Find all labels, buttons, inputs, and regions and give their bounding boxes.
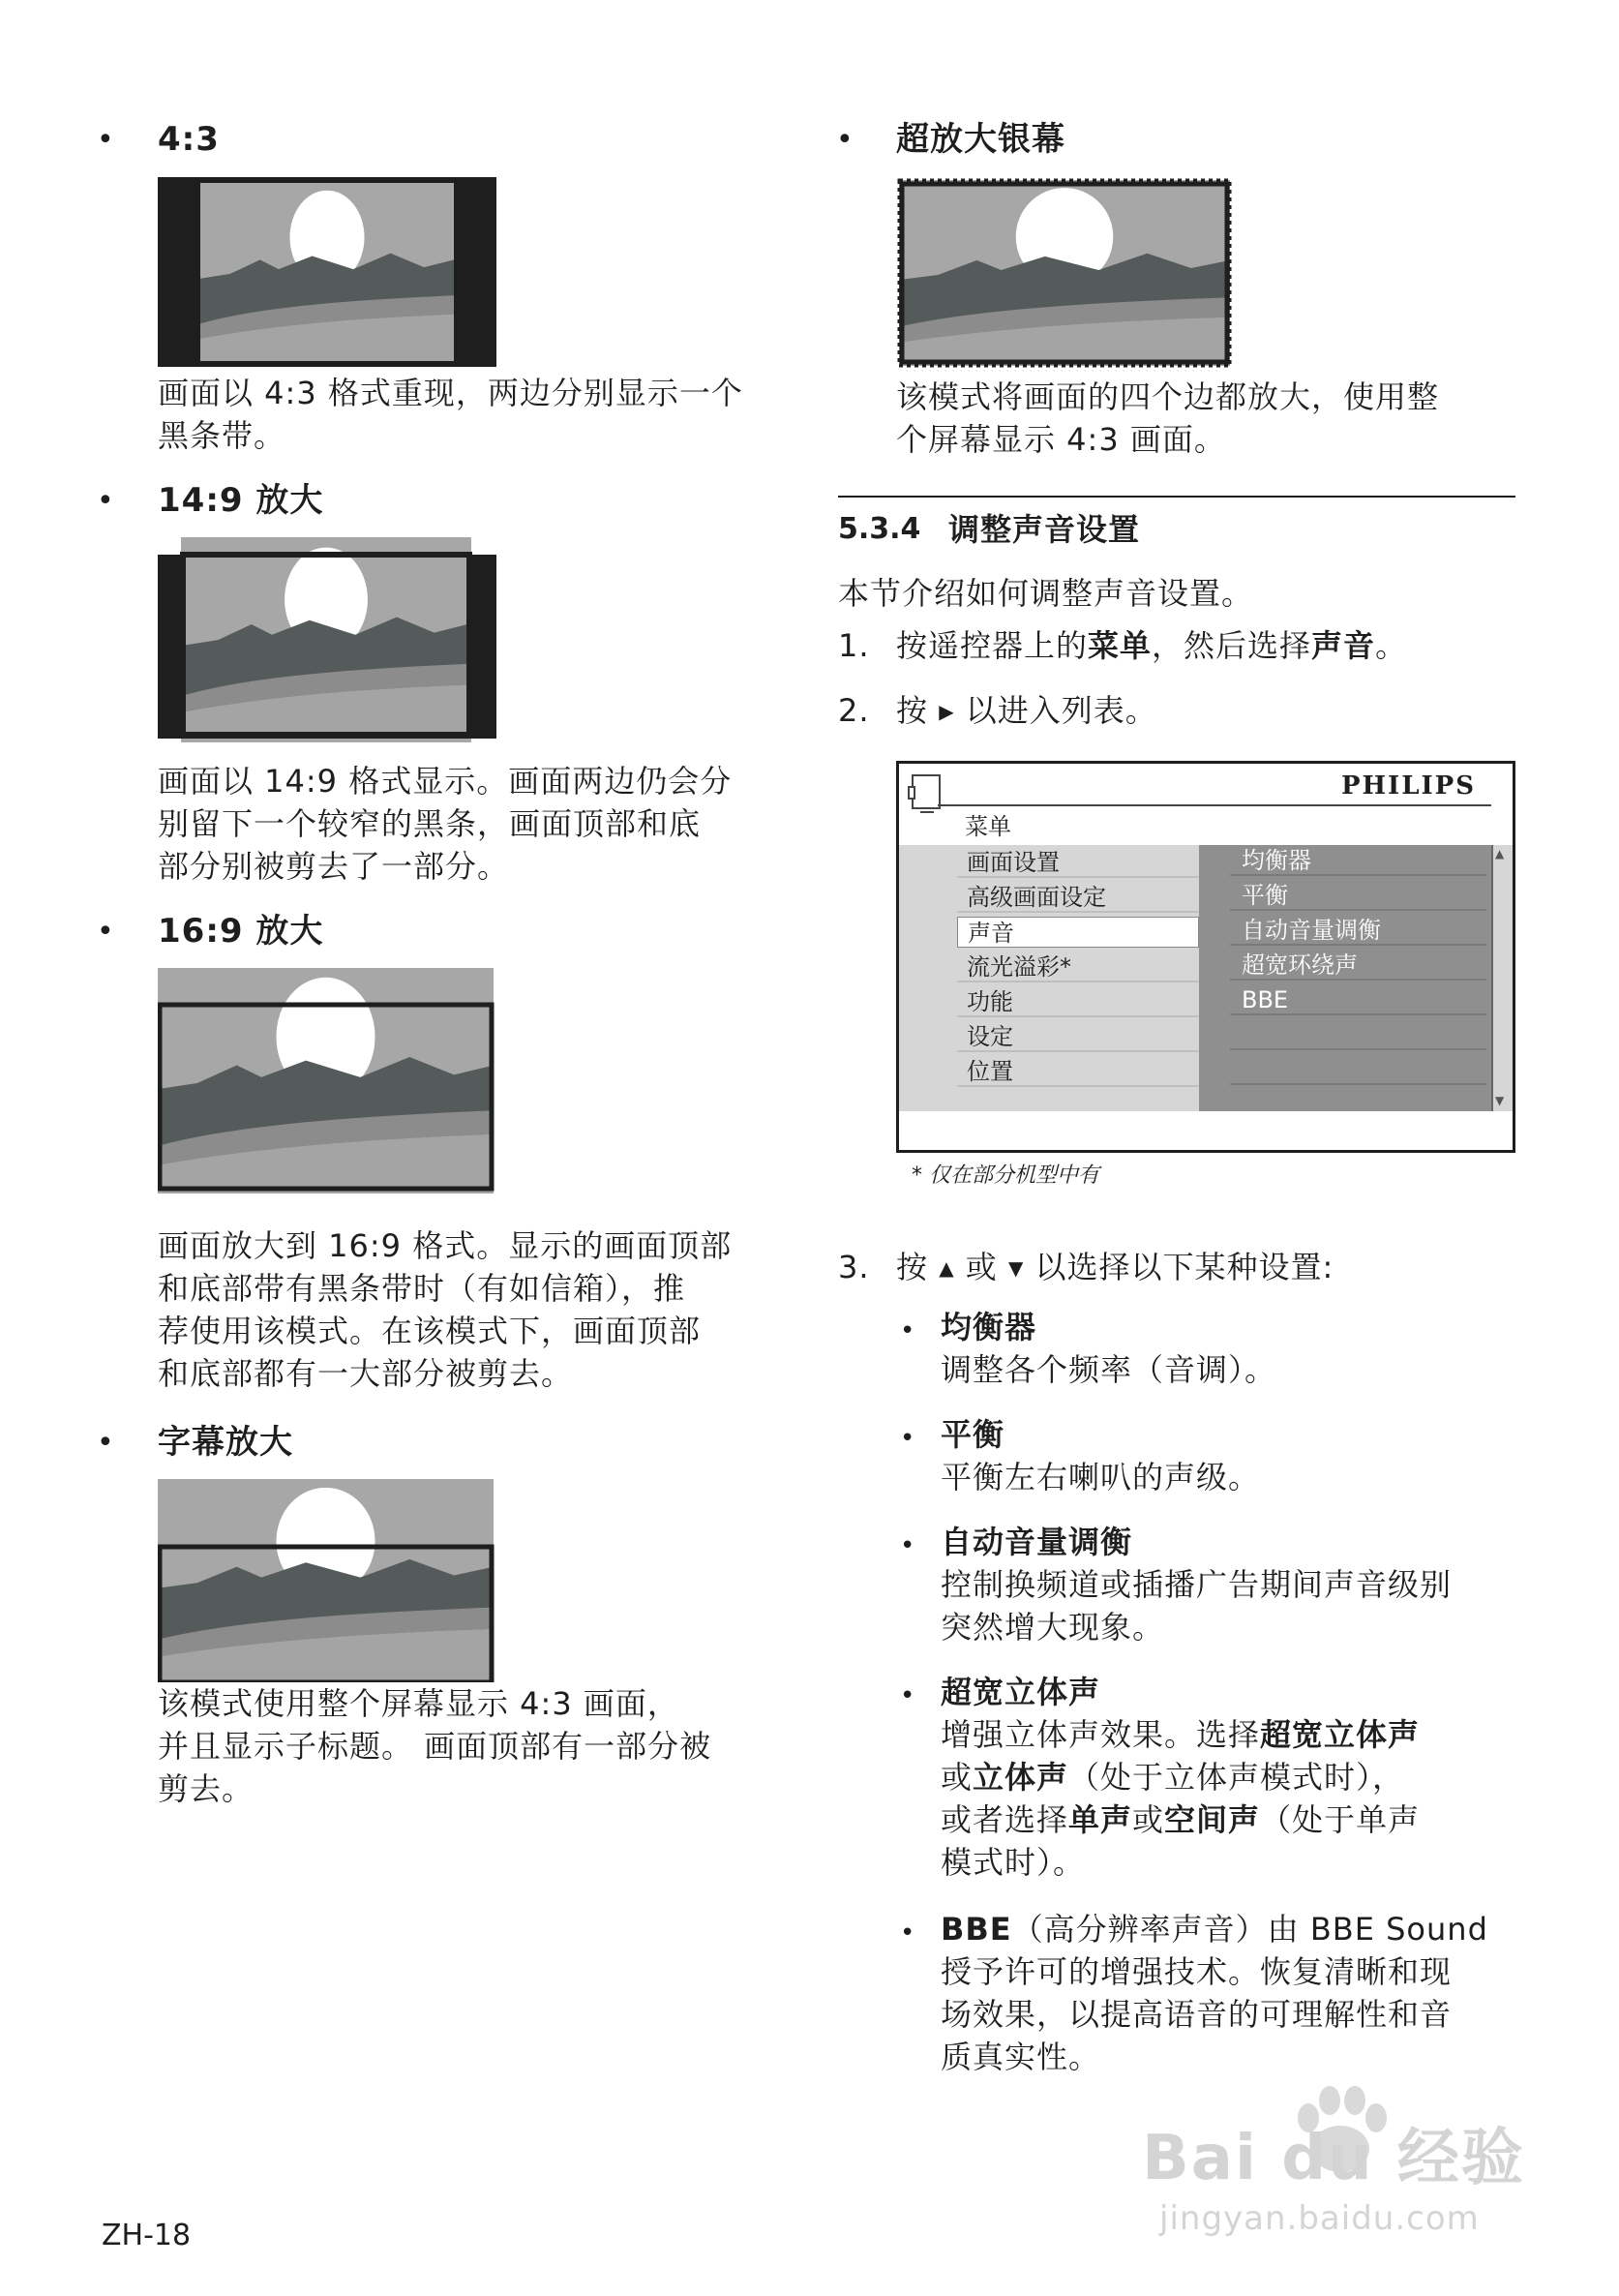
subtitle-zoom-illustration xyxy=(158,1479,496,1682)
option-avl: 自动音量调衡 控制换频道或插播广告期间声音级别 突然增大现象。 xyxy=(941,1524,1453,1646)
menu-header-line xyxy=(938,804,1491,806)
bullet: • xyxy=(97,915,114,949)
bullet: • xyxy=(900,1316,915,1345)
step-1-number: 1. xyxy=(838,627,870,664)
aspect-16-9-illustration xyxy=(158,968,496,1193)
intro-text: 本节介绍如何调整声音设置。 xyxy=(838,575,1254,612)
section-divider xyxy=(838,496,1515,498)
submenu-item-balance[interactable]: 平衡 xyxy=(1230,880,1486,911)
watermark-url: jingyan.baidu.com xyxy=(1159,2199,1480,2238)
step-3-text: 按 ▲ 或 ▼ 以选择以下某种设置: xyxy=(896,1249,1334,1285)
bullet: • xyxy=(97,484,114,518)
aspect-4-3-illustration xyxy=(158,177,496,367)
heading-16-9: 16:9 放大 xyxy=(158,912,324,951)
submenu-item-empty xyxy=(1230,1019,1486,1050)
super-zoom-illustration xyxy=(896,176,1233,370)
submenu-item-empty xyxy=(1230,1054,1486,1085)
menu-item-sound[interactable]: 声音 xyxy=(957,917,1199,948)
bullet: • xyxy=(97,123,114,157)
menu-scrollbar[interactable] xyxy=(1491,845,1513,1111)
bullet: • xyxy=(836,123,854,157)
philips-logo: PHILIPS xyxy=(1340,771,1476,801)
bullet: • xyxy=(900,1918,915,1948)
menu-item-ambilight[interactable]: 流光溢彩* xyxy=(957,952,1199,982)
step-3-number: 3. xyxy=(838,1249,870,1285)
submenu-item-equalizer[interactable]: 均衡器 xyxy=(1230,845,1486,876)
tv-menu-screenshot xyxy=(896,761,1515,1153)
menu-item-location[interactable]: 位置 xyxy=(957,1056,1199,1087)
section-title: 调整声音设置 xyxy=(948,511,1141,548)
step-2-number: 2. xyxy=(838,692,870,729)
desc-super-zoom: 该模式将画面的四个边都放大，使用整 个屏幕显示 4:3 画面。 xyxy=(896,378,1440,458)
submenu-item-avl[interactable]: 自动音量调衡 xyxy=(1230,915,1486,946)
bullet: • xyxy=(900,1681,915,1710)
watermark-logo: Bai du 经验 xyxy=(1142,2123,1525,2194)
desc-subtitle-zoom: 该模式使用整个屏幕显示 4:3 画面， 并且显示子标题。 画面顶部有一部分被 剪去。 xyxy=(158,1685,712,1807)
down-arrow-icon: ▼ xyxy=(1007,1256,1025,1280)
heading-4-3: 4:3 xyxy=(158,120,220,159)
heading-super-zoom: 超放大银幕 xyxy=(896,120,1065,159)
desc-16-9: 画面放大到 16:9 格式。显示的画面顶部 和底部带有黑条带时（有如信箱），推 荐使用该模式。在该模式下，画面顶部 和底部都有一大部分被剪去。 xyxy=(158,1227,733,1392)
page-number: ZH-18 xyxy=(102,2219,192,2252)
menu-item-picture[interactable]: 画面设置 xyxy=(957,847,1199,878)
option-surround: 超宽立体声 增强立体声效果。选择超宽立体声 或立体声（处于立体声模式时）， 或者选择单声或空间声（处于单声 模式时）。 xyxy=(941,1674,1421,1881)
step-2-text: 按 ▶ 以进入列表。 xyxy=(896,692,1157,729)
option-bbe: BBE（高分辨率声音）由 BBE Sound 授予许可的增强技术。恢复清晰和现 场效果，以提高语音的可理解性和音 质真实性。 xyxy=(941,1911,1488,2075)
submenu-item-surround[interactable]: 超宽环绕声 xyxy=(1230,950,1486,981)
tv-icon xyxy=(907,771,945,816)
step-1-text: 按遥控器上的菜单，然后选择声音。 xyxy=(896,627,1408,664)
aspect-14-9-illustration xyxy=(158,537,496,742)
menu-item-features[interactable]: 功能 xyxy=(957,986,1199,1017)
desc-4-3: 画面以 4:3 格式重现，两边分别显示一个 黑条带。 xyxy=(158,375,743,454)
menu-item-advanced-picture[interactable]: 高级画面设定 xyxy=(957,882,1199,913)
desc-14-9: 画面以 14:9 格式显示。画面两边仍会分 别留下一个较窄的黑条，画面顶部和底 部分别被剪去了一部分。 xyxy=(158,763,733,885)
option-balance: 平衡 平衡左右喇叭的声级。 xyxy=(941,1416,1261,1495)
up-arrow-icon: ▲ xyxy=(939,1256,955,1280)
heading-14-9: 14:9 放大 xyxy=(158,481,324,520)
submenu-item-bbe[interactable]: BBE xyxy=(1230,984,1486,1015)
bullet: • xyxy=(900,1531,915,1560)
heading-subtitle-zoom: 字幕放大 xyxy=(158,1423,293,1462)
menu-footnote: * 仅在部分机型中有 xyxy=(912,1163,1099,1188)
scroll-down-icon[interactable]: ▼ xyxy=(1495,1094,1505,1107)
bullet: • xyxy=(97,1426,114,1460)
section-number: 5.3.4 xyxy=(838,512,921,546)
scroll-up-icon[interactable]: ▲ xyxy=(1495,847,1505,861)
right-arrow-icon: ▶ xyxy=(939,700,955,723)
menu-title: 菜单 xyxy=(965,813,1011,840)
bullet: • xyxy=(900,1424,915,1453)
menu-item-setup[interactable]: 设定 xyxy=(957,1021,1199,1052)
option-equalizer: 均衡器 调整各个频率（音调）。 xyxy=(941,1309,1277,1388)
